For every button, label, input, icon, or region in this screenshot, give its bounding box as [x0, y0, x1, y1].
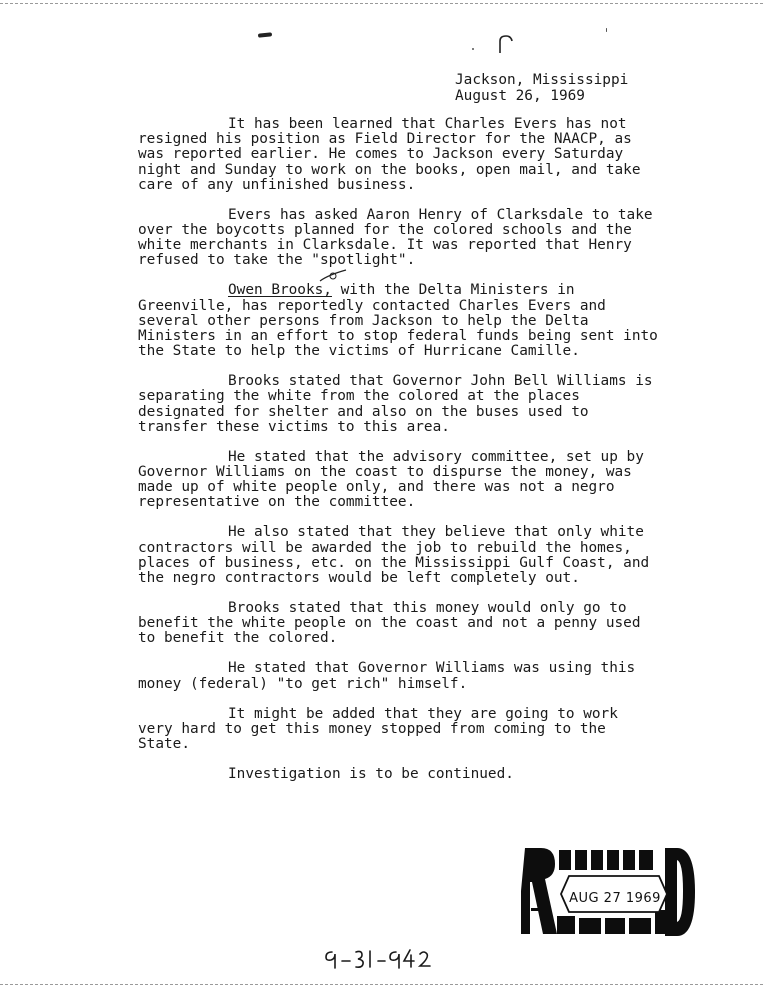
scan-mark-hook: [494, 33, 516, 55]
dateline-date: August 26, 1969: [455, 87, 585, 104]
paragraph: Brooks stated that this money would only go to benefit the white people on the coast and not a penny used to benefit the colored.: [138, 600, 641, 647]
scan-border-top: [0, 3, 763, 4]
underlined-name: Owen Brooks,: [228, 282, 332, 299]
dateline: [455, 73, 628, 104]
paragraph: Evers has asked Aaron Henry of Clarksdale to take over the boycotts planned for the colored schools and the white merchants in Clarksdale. It was reported that Henry refused to take the "spotlight".: [138, 206, 653, 269]
paragraph: [138, 283, 658, 359]
paragraph-text: with the Delta Ministers in Greenville, has reportedly contacted Charles Evers and several other persons from Jackson to help the Delta Ministers in an effort to stop federal funds being sent into the State to help the victims of Hurricane Camille.: [138, 282, 658, 360]
stamp-date: AUG 27 1969: [569, 890, 661, 906]
paragraph: It has been learned that Charles Evers has not resigned his position as Field Director for the NAACP, as was reported earlier. He comes to Jackson every Saturday night and Sunday to work on the books, open mail, and take care of any unfinished business.: [138, 116, 641, 193]
paragraph: He also stated that they believe that only white contractors will be awarded the job to rebuild the homes, places of business, etc. on the Mississippi Gulf Coast, and the negro contractors would be left completely out.: [138, 524, 650, 587]
paragraph: Investigation is to be continued.: [228, 766, 514, 783]
scan-speck: [606, 28, 607, 32]
handwritten-file-number: [322, 946, 442, 972]
paragraph: He stated that Governor Williams was using this money (federal) "to get rich" himself.: [138, 660, 636, 692]
scan-mark: [258, 32, 272, 37]
paragraph: Brooks stated that Governor John Bell Williams is separating the white from the colored at the places designated for shelter and also on the buses used to transfer these victims to this area.: [138, 373, 653, 435]
scan-speck: [472, 48, 474, 50]
dateline-location: Jackson, Mississippi: [455, 72, 629, 88]
memo-body: [138, 117, 658, 797]
paragraph: It might be added that they are going to work very hard to get this money stopped from coming to the State.: [138, 705, 618, 753]
paragraph: He stated that the advisory committee, set up by Governor Williams on the coast to dispurse the money, was made up of white people only, and there was not a negro representative on the committee.: [138, 448, 644, 511]
handwritten-check-mark: [318, 268, 348, 287]
received-stamp: [521, 838, 697, 940]
scan-border-bottom: [0, 984, 763, 985]
